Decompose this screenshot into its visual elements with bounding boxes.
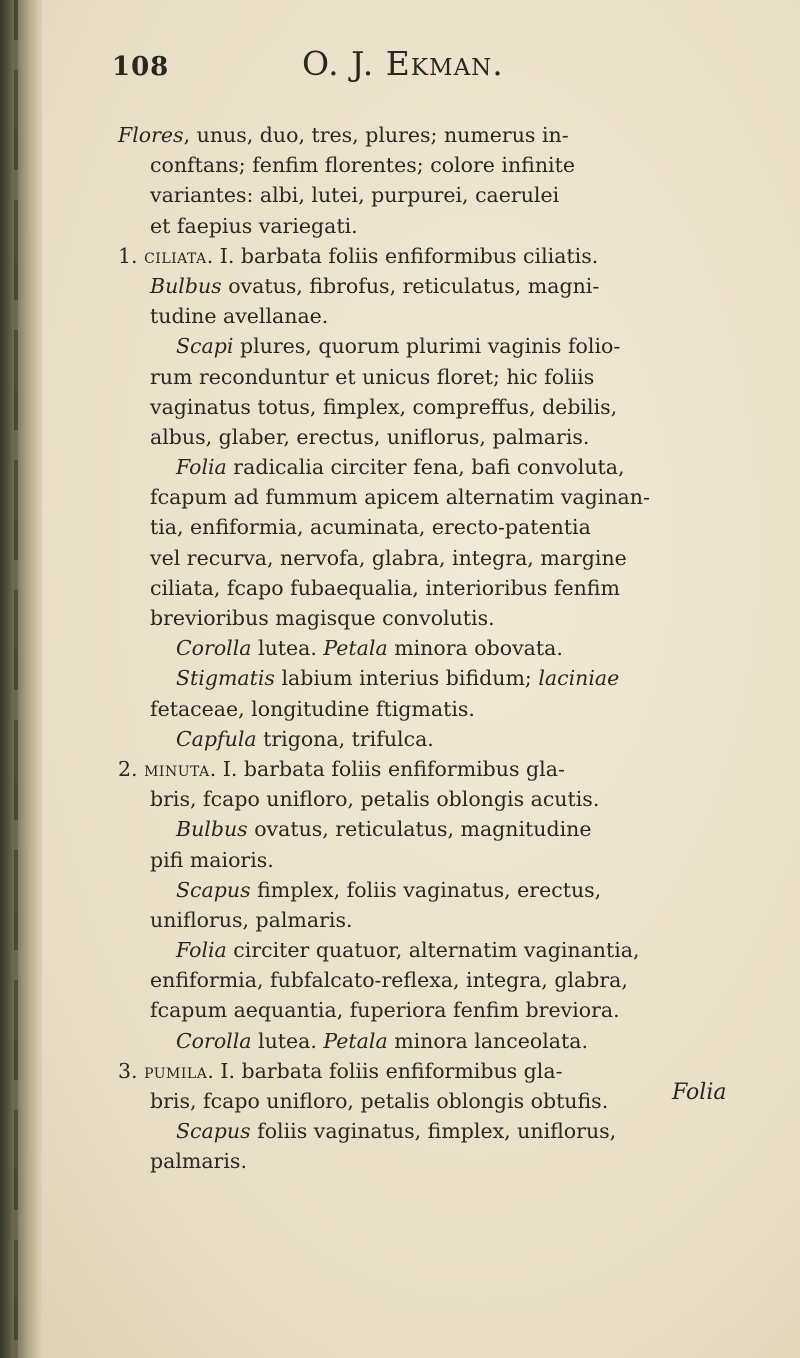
text-line bbox=[118, 362, 768, 392]
italic-term: Scapi bbox=[176, 334, 234, 359]
text-segment: albus, glaber, erectus, uniflorus, palmaris. bbox=[150, 424, 590, 449]
text-segment: tia, enfiformia, acuminata, erecto-patentia bbox=[150, 515, 591, 540]
text-segment: 3. bbox=[118, 1058, 145, 1083]
text-line bbox=[118, 965, 768, 995]
species-name: ciliata bbox=[144, 243, 207, 268]
text-segment: bris, fcapo unifloro, petalis oblongis obtufis. bbox=[150, 1089, 609, 1113]
text-line bbox=[118, 995, 768, 1025]
text-segment: lutea. bbox=[251, 636, 324, 661]
text-segment: fcapum ad fummum apicem alternatim vaginan- bbox=[150, 485, 650, 510]
text-segment: ciliata, fcapo fubaequalia, interioribus fenfim bbox=[150, 575, 620, 600]
italic-term: Bulbus bbox=[176, 817, 248, 842]
text-line bbox=[118, 845, 768, 875]
text-segment: . I. barbata foliis enfiformibus gla- bbox=[209, 756, 565, 781]
italic-term: Folia bbox=[176, 938, 227, 963]
italic-term: Flores bbox=[118, 123, 184, 147]
text-segment: 1. bbox=[118, 243, 145, 268]
text-segment: minora obovata. bbox=[387, 636, 563, 661]
text-line bbox=[118, 180, 768, 210]
text-segment: tudine avellanae. bbox=[150, 304, 329, 329]
text-segment: foliis vaginatus, fimplex, uniflorus, bbox=[250, 1119, 617, 1144]
text-segment: minora lanceolata. bbox=[387, 1028, 588, 1053]
text-body bbox=[118, 120, 768, 1177]
text-segment: uniflorus, palmaris. bbox=[150, 907, 353, 932]
text-segment: rum reconduntur et unicus floret; hic foliis bbox=[150, 364, 595, 389]
text-segment: . I. barbata foliis enfiformibus ciliatis. bbox=[206, 243, 599, 268]
text-line bbox=[118, 543, 768, 573]
text-line bbox=[118, 392, 768, 422]
text-segment: vaginatus totus, fimplex, compreffus, debilis, bbox=[150, 394, 618, 419]
text-segment: lutea. bbox=[251, 1028, 324, 1053]
text-line bbox=[118, 754, 768, 784]
italic-term: Stigmatis bbox=[176, 666, 275, 691]
text-segment: conftans; fenfim florentes; colore infinite bbox=[150, 153, 575, 178]
species-name: pumila bbox=[144, 1058, 208, 1083]
text-segment: . I. barbata foliis enfiformibus gla- bbox=[207, 1058, 563, 1083]
text-line bbox=[118, 241, 768, 271]
italic-term: Petala bbox=[323, 1028, 388, 1053]
page-number: 108 bbox=[112, 52, 170, 82]
italic-term: Bulbus bbox=[150, 273, 222, 298]
text-line bbox=[118, 452, 768, 482]
text-segment: variantes: albi, lutei, purpurei, caerulei bbox=[150, 183, 560, 208]
catchword: Folia bbox=[672, 1080, 727, 1105]
text-segment: bris, fcapo unifloro, petalis oblongis acutis. bbox=[150, 787, 600, 812]
text-line bbox=[118, 271, 768, 301]
text-segment: ovatus, fibrofus, reticulatus, magni- bbox=[221, 273, 600, 298]
text-line bbox=[118, 422, 768, 452]
text-line bbox=[118, 935, 768, 965]
text-line bbox=[118, 1146, 768, 1176]
italic-term: Capfula bbox=[176, 726, 257, 751]
text-segment: fetaceae, longitudine ftigmatis. bbox=[150, 696, 475, 721]
text-segment: radicalia circiter fena, bafi convoluta, bbox=[226, 455, 625, 480]
text-line bbox=[118, 905, 768, 935]
text-segment: circiter quatuor, alternatim vaginantia, bbox=[226, 938, 640, 963]
species-name: minuta bbox=[144, 756, 210, 781]
text-line bbox=[118, 1026, 768, 1056]
text-line bbox=[118, 573, 768, 603]
text-line bbox=[118, 1086, 768, 1116]
italic-term: Petala bbox=[323, 636, 388, 661]
text-line bbox=[118, 663, 768, 693]
text-line bbox=[118, 301, 768, 331]
text-line bbox=[118, 724, 768, 754]
running-head: O. J. Ekman. bbox=[302, 44, 504, 83]
book-binding-edge bbox=[0, 0, 42, 1358]
text-line bbox=[118, 603, 768, 633]
italic-term: Folia bbox=[176, 455, 227, 480]
text-segment: fimplex, foliis vaginatus, erectus, bbox=[250, 877, 602, 902]
text-line bbox=[118, 784, 768, 814]
text-line bbox=[118, 1116, 768, 1146]
text-line bbox=[118, 150, 768, 180]
italic-term: Scapus bbox=[176, 877, 251, 902]
text-line bbox=[118, 633, 768, 663]
italic-term: laciniae bbox=[538, 666, 620, 691]
text-segment: ovatus, reticulatus, magnitudine bbox=[247, 817, 592, 842]
page-header bbox=[112, 44, 712, 94]
text-segment: fcapum aequantia, fuperiora fenfim breviora. bbox=[150, 998, 620, 1023]
text-line bbox=[118, 120, 768, 150]
text-segment: 2. bbox=[118, 756, 145, 781]
text-segment: vel recurva, nervofa, glabra, integra, margine bbox=[150, 545, 627, 570]
italic-term: Scapus bbox=[176, 1119, 251, 1144]
text-segment: pifi maioris. bbox=[150, 847, 274, 872]
text-segment: et faepius variegati. bbox=[150, 213, 358, 238]
text-line bbox=[118, 482, 768, 512]
text-segment: plures, quorum plurimi vaginis folio- bbox=[233, 334, 621, 359]
text-segment: , unus, duo, tres, plures; numerus in- bbox=[183, 123, 569, 147]
text-segment: labium interius bifidum; bbox=[274, 666, 539, 691]
text-line bbox=[118, 814, 768, 844]
text-line bbox=[118, 1056, 768, 1086]
text-segment: trigona, trifulca. bbox=[256, 726, 434, 751]
text-line bbox=[118, 211, 768, 241]
text-line bbox=[118, 694, 768, 724]
text-segment: palmaris. bbox=[150, 1149, 247, 1174]
text-segment: brevioribus magisque convolutis. bbox=[150, 606, 495, 630]
text-line bbox=[118, 875, 768, 905]
italic-term: Corolla bbox=[176, 1028, 252, 1053]
text-line bbox=[118, 512, 768, 542]
text-segment: enfiformia, fubfalcato-reflexa, integra, glabra, bbox=[150, 968, 628, 993]
text-line bbox=[118, 331, 768, 361]
italic-term: Corolla bbox=[176, 636, 252, 661]
